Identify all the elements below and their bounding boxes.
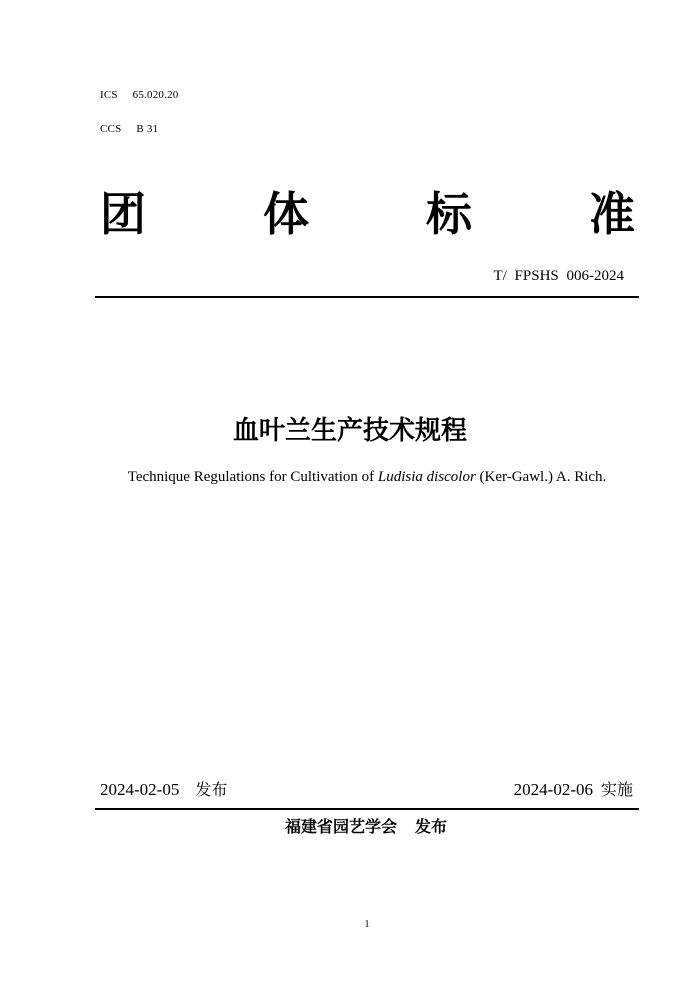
ics-label: ICS [100,89,118,101]
publish-date: 2024-02-05 [100,780,180,799]
top-divider [95,296,639,298]
ics-line [100,89,178,101]
heading-char-3: 标 [426,187,472,241]
issuer-action: 发布 [415,817,448,836]
english-title-suffix: (Ker-Gawl.) A. Rich. [475,469,607,485]
group-standard-heading [100,186,635,242]
issuer-name: 福建省园艺学会 [284,817,397,836]
page-number: 1 [364,919,370,930]
english-title-prefix: Technique Regulations for Cultivation of [127,469,378,485]
implement-date-block [514,779,633,801]
implement-date: 2024-02-06 [513,780,593,799]
chinese-title: 血叶兰生产技术规程 [232,416,467,446]
ccs-line [100,123,158,135]
heading-char-1: 团 [100,187,146,241]
ics-value: 65.020.20 [132,89,179,101]
ccs-label: CCS [100,123,122,135]
implement-label: 实施 [600,780,633,799]
standard-number: T/ FPSHS 006-2024 [493,268,624,284]
bottom-divider [95,808,639,810]
english-title [0,469,700,486]
ccs-value: B 31 [136,123,159,135]
issuer-line [0,816,700,838]
english-title-species: Ludisia discolor [377,469,476,485]
heading-char-4: 准 [589,187,635,241]
publish-label: 发布 [195,780,228,799]
heading-char-2: 体 [263,187,309,241]
publish-date-block [100,779,227,801]
